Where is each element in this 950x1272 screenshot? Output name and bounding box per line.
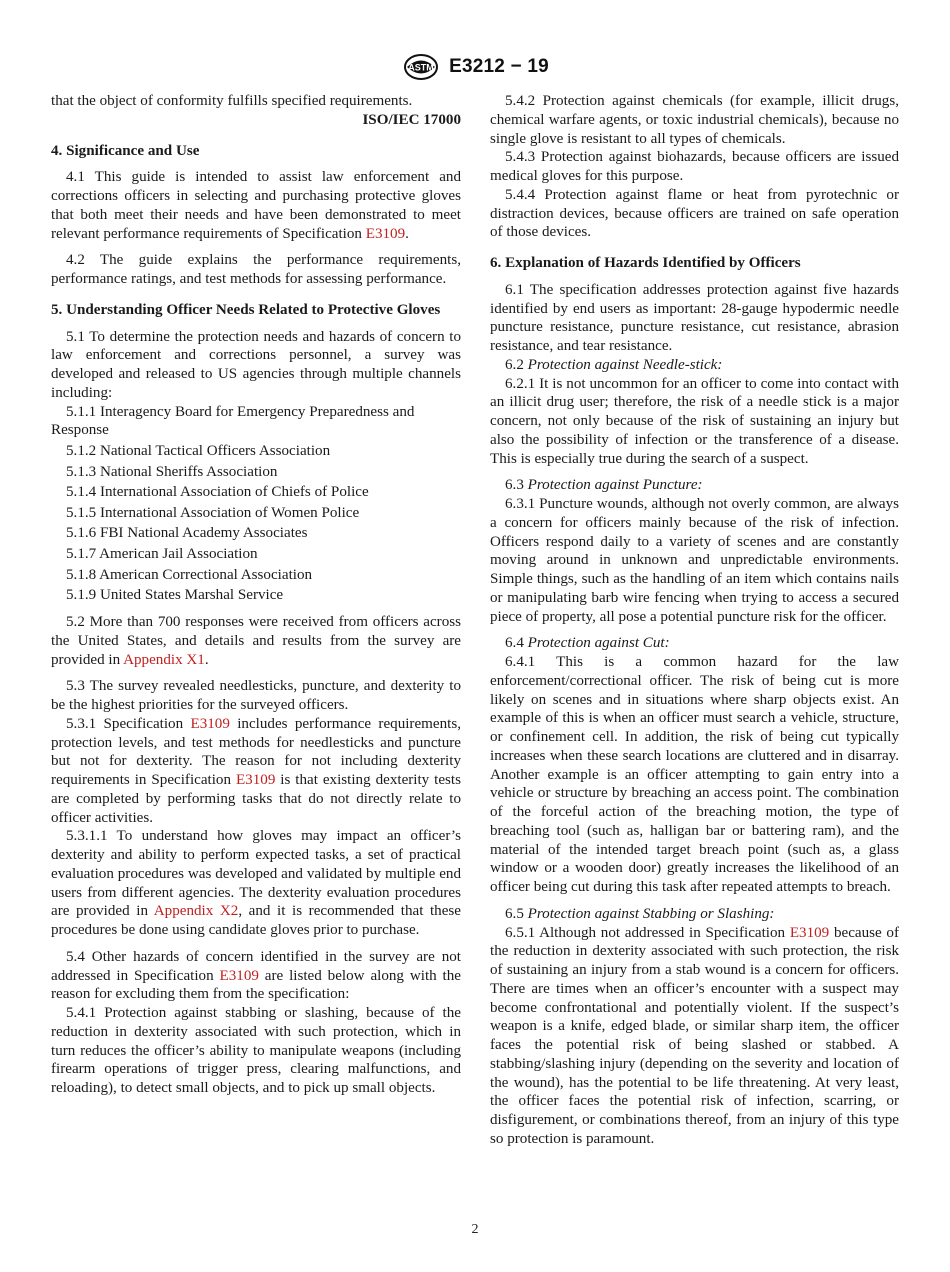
e3109-link[interactable]: E3109 (190, 715, 230, 732)
paragraph-5-1: 5.1 To determine the protection needs and hazards of concern to law enforcement and corrections personnel, a survey was developed and released to US agencies through multiple channels including: (51, 328, 461, 401)
paragraph-5-4-4: 5.4.4 Protection against flame or heat from pyrotechnic or distraction devices, because officers are trained on safe operation of those devices. (490, 186, 899, 241)
svg-text:ASTM: ASTM (408, 62, 434, 73)
page-header (0, 50, 950, 84)
paragraph-6-5-1: 6.5.1 Although not addressed in Specification E3109 because of the reduction in dexterity associated with such protection, the risk of sustaining an injury from a stab wound is a concern for officers. There are times when an officer’s encounter with a suspect may become confrontational and potentially violent. If the suspect’s weapon is a knife, edged blade, or similar sharp item, the officer faces the potential risk of being slashed or stabbed. A stabbing/slashing injury (depending on the severity and location of the wound), has the potential to be life threatening. At very least, the officer faces the potential risk of infection, scarring, or disfigurement, or combinations thereof, from an injury of this type so protection is paramount. (490, 924, 899, 1147)
appendix-x1-link[interactable]: Appendix X1 (123, 651, 205, 668)
right-column (490, 92, 899, 1149)
e3109-link[interactable]: E3109 (789, 924, 830, 941)
document-id: E3212 − 19 (449, 56, 549, 77)
agency-list (51, 403, 461, 606)
definition-source: ISO/IEC 17000 (362, 111, 461, 128)
paragraph-4-2: 4.2 The guide explains the performance requirements, performance ratings, and test methods for assessing performance. (51, 252, 461, 287)
subsection-6-5-heading: 6.5 Protection against Stabbing or Slashing: (505, 905, 775, 922)
paragraph-5-3-1: 5.3.1 Specification E3109 includes performance requirements, protection levels, and test methods for needlesticks and puncture but not for dexterity. The reason for not including dexterity requirements in Specification E3109 is that existing dexterity tests are completed by performing tasks that do not directly relate to officer activities. (51, 715, 461, 826)
section-6-heading: 6. Explanation of Hazards Identified by Officers (490, 255, 801, 271)
subsection-6-4-heading: 6.4 Protection against Cut: (505, 635, 670, 652)
agency-list-item: 5.1.3 National Sheriffs Association (66, 463, 278, 480)
paragraph-6-1: 6.1 The specification addresses protection against five hazards identified by end users as important: 28-gauge hypodermic needle puncture resistance, puncture resistance, cut resistance, abrasion resistance, and tear resistance. (490, 281, 899, 354)
paragraph-6-4-1: 6.4.1 This is a common hazard for the law enforcement/correctional officer. The risk of being cut is more likely on scenes and in situations where sharp objects exist. An example of this is when an officer must search a vehicle, structure, or confinement cell. In addition, the risk of being cut typically increases when these search locations are cluttered and in disarray. Another example is an officer attempting to gain entry into a vehicle or structure by breaching an access point. The combination of the forceful action of the breaching motion, the type of breaching tool (such as, halligan bar or battering ram), and the material of the intended target breach point (such as, a glass window or a wooden door) greatly increases the likelihood of an officer being cut during this task after repeated attempts to breach. (490, 654, 899, 895)
agency-list-item: 5.1.6 FBI National Academy Associates (66, 525, 308, 542)
paragraph-6-2-1: 6.2.1 It is not uncommon for an officer to come into contact with an illicit drug user; therefore, the risk of a needle stick is a major concern, not only because of the risk of sustaining an injury but also the possibility of infection or the transference of a disease. This is especially true during the search of a suspect. (490, 375, 899, 467)
agency-list-item: 5.1.9 United States Marshal Service (66, 587, 284, 604)
paragraph-5-3: 5.3 The survey revealed needlesticks, puncture, and dexterity to be the highest priorities for the surveyed officers. (51, 678, 461, 714)
subsection-6-2-heading: 6.2 Protection against Needle-stick: (505, 356, 723, 373)
agency-list-item: 5.1.1 Interagency Board for Emergency Preparedness and Response (51, 403, 415, 439)
section-4-heading: 4. Significance and Use (51, 142, 200, 159)
subsection-6-3-heading: 6.3 Protection against Puncture: (505, 477, 703, 494)
left-column (51, 92, 461, 1098)
paragraph-5-2: 5.2 More than 700 responses were received from officers across the United States, and details and results from the survey are provided in Appendix X1. (51, 614, 461, 668)
paragraph-6-3-1: 6.3.1 Puncture wounds, although not overly common, are always a concern for officers mainly because of the risk of infection. Officers respond daily to a variety of scenes and are constantly moving around in unknown and unpredictable environments. Simple things, such as the handling of an item which contains nails or manipulating barb wire fencing when trying to access a secured piece of property, all pose a potential puncture risk for the officer. (490, 496, 899, 625)
e3109-link[interactable]: E3109 (219, 967, 259, 984)
agency-list-item: 5.1.8 American Correctional Association (66, 566, 313, 583)
e3109-link[interactable]: E3109 (235, 772, 276, 789)
astm-logo-icon (401, 52, 441, 82)
paragraph-5-4: 5.4 Other hazards of concern identified in the survey are not addressed in Specification E3109 are listed below along with the reason for excluding them from the specification: (51, 948, 461, 1003)
agency-list-item: 5.1.5 International Association of Women Police (66, 504, 360, 521)
definition-text: that the object of conformity fulfills specified requirements. (51, 93, 413, 109)
paragraph-4-1: 4.1 This guide is intended to assist law enforcement and corrections officers in selecting and purchasing protective gloves that both meet their needs and have been demonstrated to meet relevant performance requirements of Specification E3109. (51, 169, 461, 242)
section-5-heading: 5. Understanding Officer Needs Related to Protective Gloves (51, 301, 441, 318)
appendix-x2-link[interactable]: Appendix X2 (153, 903, 239, 920)
agency-list-item: 5.1.7 American Jail Association (66, 546, 258, 563)
paragraph-5-4-3: 5.4.3 Protection against biohazards, because officers are issued medical gloves for this purpose. (490, 149, 899, 184)
agency-list-item: 5.1.4 International Association of Chiefs of Police (66, 484, 369, 501)
paragraph-5-4-2: 5.4.2 Protection against chemicals (for example, illicit drugs, chemical warfare agents, or toxic industrial chemicals), because no single glove is resistant to all types of chemicals. (490, 93, 899, 147)
e3109-link[interactable]: E3109 (365, 225, 406, 242)
paragraph-5-3-1-1: 5.3.1.1 To understand how gloves may impact an officer’s dexterity and ability to perform expected tasks, a set of practical evaluation procedures was developed and validated by multiple end users from different agencies. The dexterity evaluation procedures are provided in Appendix X2, and it is recommended that these procedures be done using candidate gloves prior to purchase. (51, 828, 461, 939)
page-number: 2 (471, 1222, 479, 1237)
paragraph-5-4-1: 5.4.1 Protection against stabbing or slashing, because of the reduction in dexterity associated with such protection, which in turn reduces the officer’s ability to manipulate weapons (including firearm operations of trigger press, clearing malfunctions, and reloading), to detect small objects, and to pick up small objects. (51, 1005, 461, 1097)
agency-list-item: 5.1.2 National Tactical Officers Association (66, 442, 331, 459)
